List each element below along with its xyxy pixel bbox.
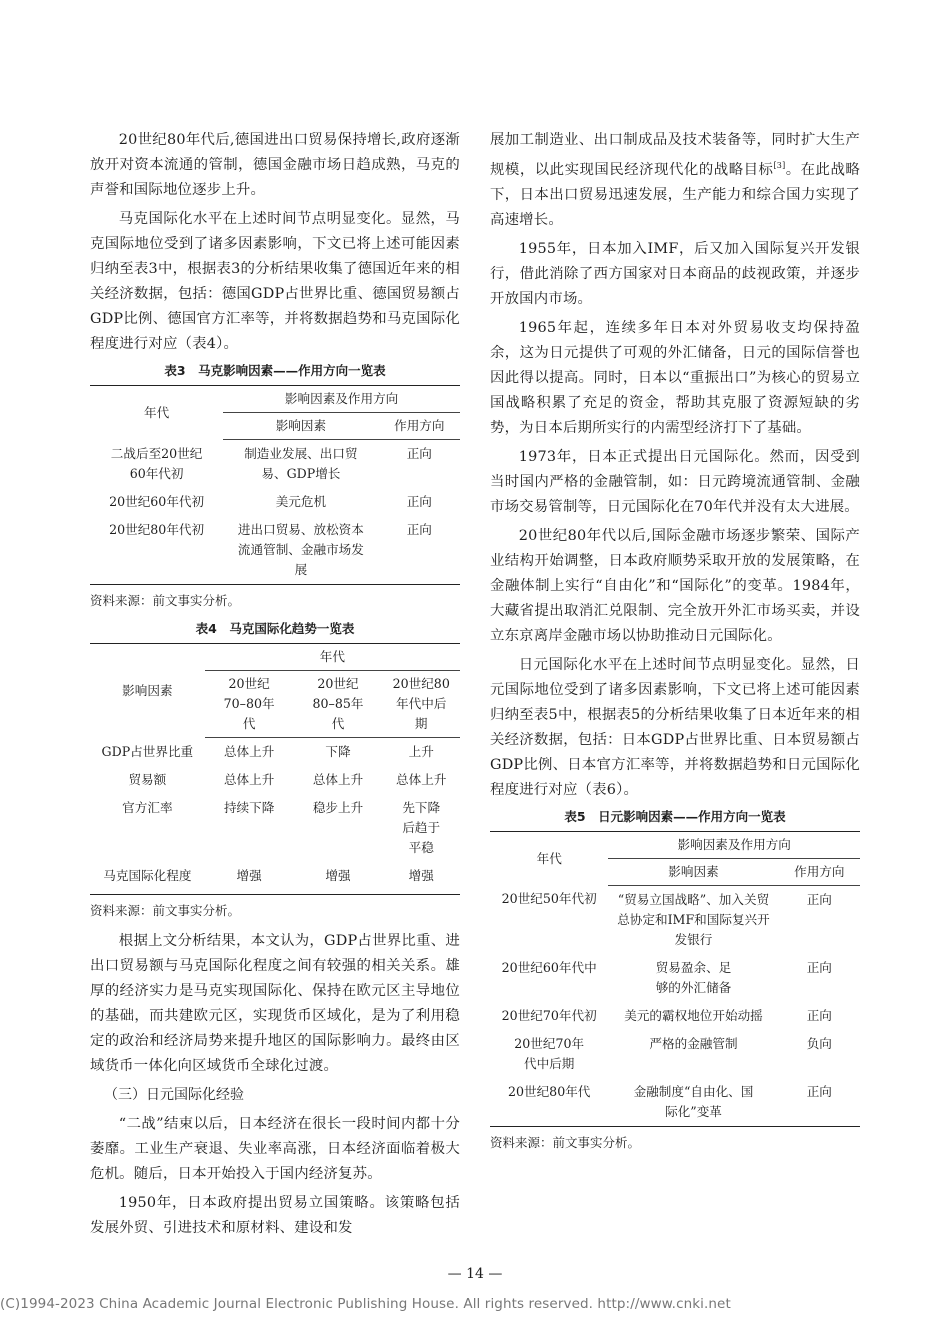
- cell-factor: 进出口贸易、放松资本流通管制、金融市场发展: [223, 516, 378, 585]
- header-group: 影响因素及作用方向: [608, 831, 860, 858]
- cell-direction: 正向: [806, 891, 832, 907]
- table-3-caption: 表3 马克影响因素——作用方向一览表: [164, 363, 386, 378]
- table-row: [90, 794, 460, 862]
- section-heading: （三）日元国际化经验: [104, 1087, 244, 1103]
- cell-factor: “贸易立国战略”、加入关贸总协定和IMF和国际复兴开发银行: [617, 891, 770, 947]
- cell-direction: 正向: [406, 494, 432, 509]
- paragraph: 根据上文分析结果，本文认为，GDP占世界比重、进出口贸易额与马克国际化程度之间有较强的相关关系。雄厚的经济实力是马克实现国际化、保持在欧元区主导地位的基础，而共建欧元区，实现货币区域化，是为了利用稳定的政治和经济局势来提升地区的国际影响力。最终由区域货币一体化向区域货币全球化过渡。: [90, 933, 460, 1074]
- paragraph: 1950年，日本政府提出贸易立国策略。该策略包括发展外贸、引进技术和原材料、建设和发: [90, 1195, 460, 1236]
- cell-factor: GDP占世界比重: [101, 743, 194, 759]
- paragraph-text: 展加工制造业、出口制成品及技术装备等，同时扩大生产规模，以此实现国民经济现代化的战略目标: [490, 132, 860, 178]
- cell-value: 增强: [294, 862, 383, 895]
- cell-value: 下降: [325, 744, 351, 759]
- header-group: 影响因素及作用方向: [223, 386, 460, 413]
- cell-year: 二战后至20世纪60年代初: [110, 445, 203, 481]
- copyright-watermark: (C)1994-2023 China Academic Journal Electronic Publishing House. All rights reserved. http://www.cnki.net: [0, 1296, 731, 1312]
- paragraph: 20世纪80年代后,德国进出口贸易保持增长,政府逐渐放开对资本流通的管制，德国金融市场日趋成熟，马克的声誉和国际地位逐步上升。: [90, 132, 460, 198]
- cell-value: 总体上升: [223, 772, 275, 787]
- cell-factor: 美元的霸权地位开始动摇: [624, 1007, 763, 1023]
- cell-year: 20世纪60年代中: [501, 959, 597, 975]
- table-row: [490, 885, 860, 954]
- header-period: 20世纪80年代中后期: [382, 671, 460, 738]
- table-source: 资料来源：前文事实分析。: [90, 593, 241, 608]
- cell-year: 20世纪70年代初: [501, 1007, 597, 1023]
- header-period: 20世纪80–85年代: [294, 671, 383, 738]
- cell-value: 总体上升: [312, 772, 364, 787]
- table-row: [90, 516, 460, 585]
- paragraph: 马克国际化水平在上述时间节点明显变化。显然，马克国际地位受到了诸多因素影响，下文已将上述可能因素归纳至表3中，根据表3的分析结果收集了德国近年来的相关经济数据，包括：德国GDP占世界比重、德国贸易额占GDP比例、德国官方汇率等，并将数据趋势和马克国际化程度进行对应（表4）。: [90, 211, 460, 352]
- cell-factor: 官方汇率: [122, 800, 173, 815]
- table-row: [490, 1002, 860, 1030]
- paragraph: 1973年，日本正式提出日元国际化。然而，因受到当时国内严格的金融管制，如：日元跨境流通管制、金融市场交易管制等，日元国际化在70年代并没有太大进展。: [490, 448, 860, 515]
- cell-direction: 正向: [806, 959, 832, 975]
- cell-direction: 正向: [406, 446, 432, 461]
- cell-direction: 正向: [806, 1007, 832, 1023]
- table-source: 资料来源：前文事实分析。: [490, 1134, 641, 1150]
- header-year: 年代: [490, 831, 608, 885]
- cell-factor: 贸易盈余、足够的外汇储备: [655, 959, 732, 995]
- table-source: 资料来源：前文事实分析。: [90, 903, 241, 918]
- table-4-caption: 表4 马克国际化趋势一览表: [195, 621, 355, 636]
- cell-year: 20世纪80年代: [490, 1078, 608, 1127]
- header-factor: 影响因素: [90, 644, 205, 738]
- table-row: [90, 738, 460, 767]
- paragraph: [490, 128, 860, 233]
- cell-value: 总体上升: [223, 744, 275, 759]
- paragraph: 日元国际化水平在上述时间节点明显变化。显然，日元国际地位受到了诸多因素影响，下文已将上述可能因素归纳至表5中，根据表5的分析结果收集了日本近年来的相关经济数据，包括：日本GDP占世界比重、日本贸易额占GDP比例、日本官方汇率等，并将数据趋势和日元国际化程度进行对应（表6）。: [490, 656, 860, 798]
- table-row: [90, 488, 460, 516]
- left-column: [90, 128, 460, 1245]
- table-row: [90, 766, 460, 794]
- cell-value: 稳步上升: [312, 800, 364, 815]
- table-row: [490, 954, 860, 1002]
- cell-value: 上升: [408, 744, 434, 759]
- paragraph: “二战”结束以后，日本经济在很长一段时间内都十分萎靡。工业生产衰退、失业率高涨，日本经济面临着极大危机。随后，日本开始投入于国内经济复苏。: [90, 1116, 460, 1182]
- paragraph: 20世纪80年代以后,国际金融市场逐步繁荣、国际产业结构开始调整，日本政府顺势采取开放的发展策略，在金融体制上实行“自由化”和“国际化”的变革。1984年，大藏省提出取消汇兑限制、完全放开外汇市场买卖，并设立东京离岸金融市场以协助推动日元国际化。: [490, 527, 860, 644]
- cell-factor: 贸易额: [128, 772, 167, 787]
- cell-value: 持续下降: [223, 800, 275, 815]
- page-number: — 14 —: [447, 1266, 503, 1282]
- cell-value: 先下降后趋于平稳: [402, 800, 441, 855]
- cell-factor: 美元危机: [275, 494, 327, 509]
- header-factor: 影响因素: [223, 413, 378, 440]
- cell-value: 增强: [205, 862, 294, 895]
- cell-value: 增强: [382, 862, 460, 895]
- table-row: [90, 440, 460, 489]
- table-row: [90, 862, 460, 895]
- cell-direction: 正向: [779, 1078, 860, 1127]
- header-year: 年代: [90, 386, 223, 440]
- header-direction: 作用方向: [779, 858, 860, 885]
- table-3: [90, 385, 460, 585]
- citation-ref: [3]: [773, 161, 786, 170]
- cell-direction: 负向: [806, 1035, 832, 1051]
- paragraph: 1965年起，连续多年日本对外贸易收支均保持盈余，这为日元提供了可观的外汇储备，日元的国际信誉也因此得以提高。同时，日本以“重振出口”为核心的贸易立国战略积累了充足的资金，帮助其克服了资源短缺的劣势，为日本后期所实行的内需型经济打下了基础。: [490, 319, 860, 436]
- header-group: 年代: [205, 644, 460, 671]
- table-5-caption: 表5 日元影响因素——作用方向一览表: [564, 808, 786, 824]
- cell-year: 20世纪60年代初: [109, 494, 205, 509]
- paragraph: 1955年，日本加入IMF，后又加入国际复兴开发银行，借此消除了西方国家对日本商品的歧视政策，并逐步开放国内市场。: [490, 240, 860, 307]
- table-4: [90, 643, 460, 895]
- cell-direction: 正向: [379, 516, 460, 585]
- cell-year: 20世纪80年代初: [90, 516, 223, 585]
- table-row: [490, 1078, 860, 1127]
- cell-factor: 严格的金融管制: [649, 1035, 738, 1051]
- header-factor: 影响因素: [608, 858, 778, 885]
- cell-factor: 马克国际化程度: [90, 862, 205, 895]
- right-column: [490, 128, 860, 1161]
- cell-factor: 制造业发展、出口贸易、GDP增长: [244, 446, 358, 481]
- cell-factor: 金融制度“自由化、国际化”变革: [608, 1078, 778, 1127]
- cell-value: 总体上升: [396, 772, 447, 787]
- header-period: 20世纪70–80年代: [205, 671, 294, 738]
- cell-year: 20世纪50年代初: [501, 891, 597, 907]
- paragraph-text: 。在此战略下，日本出口贸易迅速发展，生产能力和综合国力实现了高速增长。: [490, 161, 860, 228]
- table-row: [490, 1030, 860, 1078]
- cell-year: 20世纪70年代中后期: [514, 1035, 585, 1071]
- header-direction: 作用方向: [379, 413, 460, 440]
- table-5: [490, 831, 860, 1127]
